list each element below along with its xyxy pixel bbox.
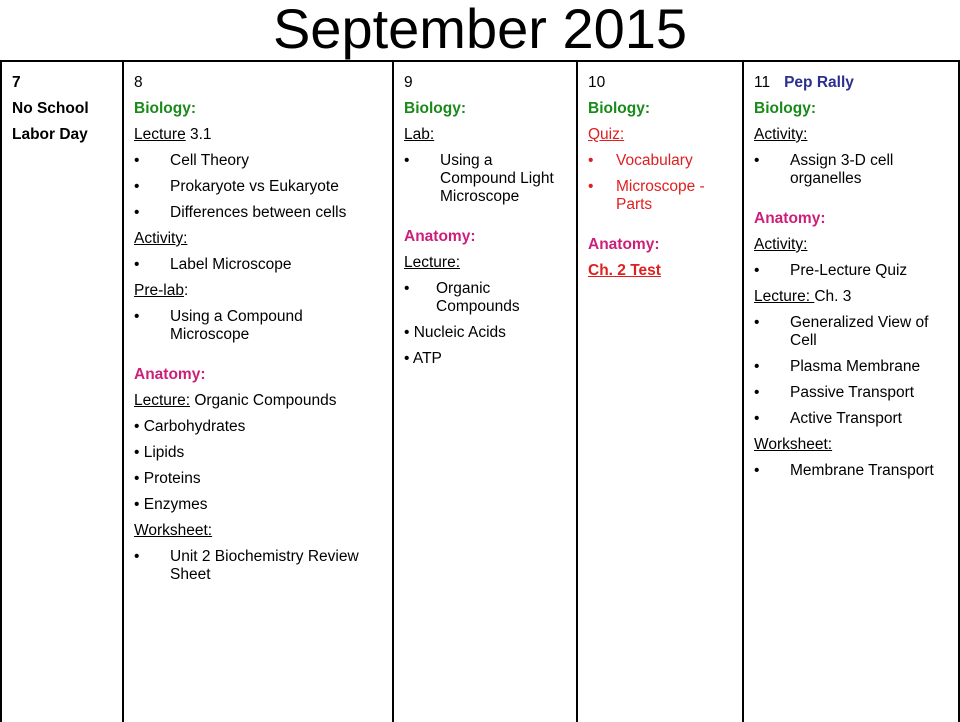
list-item: • Pre-Lecture Quiz (754, 262, 952, 280)
day-number: 11 (754, 74, 771, 91)
lecture-list (404, 280, 570, 316)
prelab-line (134, 282, 386, 300)
activity-list (754, 152, 952, 188)
activity-list (134, 256, 386, 274)
list-item: • Using a Compound Light Microscope (404, 152, 570, 206)
anatomy-heading: Anatomy: (588, 236, 660, 253)
day-number: 9 (404, 74, 413, 91)
list-item: • Enzymes (134, 496, 208, 513)
anatomy-heading: Anatomy: (134, 366, 206, 383)
no-school-label: No School (12, 100, 89, 117)
prelab-list (134, 308, 386, 344)
worksheet-label: Worksheet: (754, 436, 833, 453)
labor-day-label: Labor Day (12, 126, 88, 143)
event-label: Pep Rally (784, 74, 854, 91)
page-title: September 2015 (272, 0, 688, 60)
chapter-test-label: Ch. 2 Test (588, 262, 661, 279)
day-cell-10 (576, 62, 742, 722)
lecture-line (134, 126, 386, 144)
list-item: • Nucleic Acids (404, 324, 506, 341)
prelab-label: Pre-lab (134, 282, 184, 299)
calendar-week (0, 60, 960, 722)
day-cell-8 (122, 62, 392, 722)
quiz-list (588, 152, 736, 214)
list-item: • Prokaryote vs Eukaryote (134, 178, 386, 196)
day-number: 7 (12, 74, 21, 91)
lecture-label: Lecture: (754, 288, 815, 305)
day-cell-11 (742, 62, 960, 722)
worksheet-list (134, 548, 386, 584)
anatomy-lecture-line (134, 392, 386, 410)
worksheet-label: Worksheet: (134, 522, 213, 539)
list-item: • Membrane Transport (754, 462, 952, 480)
anatomy-lecture-label: Lecture: (134, 392, 191, 409)
lecture-topic: Ch. 3 (814, 288, 852, 305)
list-item: • Plasma Membrane (754, 358, 952, 376)
list-item: • Cell Theory (134, 152, 386, 170)
biology-heading: Biology: (134, 100, 196, 117)
lecture-label: Lecture: (404, 254, 461, 271)
activity-label: Activity: (754, 126, 808, 143)
day-cell-9 (392, 62, 576, 722)
list-item: • Proteins (134, 470, 201, 487)
list-item: • Using a Compound Microscope (134, 308, 386, 344)
list-item: • Passive Transport (754, 384, 952, 402)
list-item: • Unit 2 Biochemistry Review Sheet (134, 548, 386, 584)
list-item: • Active Transport (754, 410, 952, 428)
anatomy-activity-label: Activity: (754, 236, 808, 253)
lab-label: Lab: (404, 126, 435, 143)
day-number: 8 (134, 74, 143, 91)
lecture-line (754, 288, 952, 306)
lecture-number: 3.1 (185, 126, 212, 143)
biology-heading: Biology: (588, 100, 650, 117)
lecture-label: Lecture (134, 126, 186, 143)
biology-heading: Biology: (754, 100, 816, 117)
day-number: 10 (588, 74, 606, 91)
lecture-list (754, 314, 952, 428)
lab-list (404, 152, 570, 206)
list-item: • Microscope - Parts (588, 178, 736, 214)
biology-heading: Biology: (404, 100, 466, 117)
day-header (754, 74, 952, 92)
activity-label: Activity: (134, 230, 188, 247)
quiz-label: Quiz: (588, 126, 625, 143)
list-item: • Label Microscope (134, 256, 386, 274)
anatomy-lecture-topic: Organic Compounds (190, 392, 337, 409)
list-item: • Organic Compounds (404, 280, 570, 316)
list-item: • Generalized View of Cell (754, 314, 952, 350)
list-item: • ATP (404, 350, 442, 367)
list-item: • Assign 3-D cell organelles (754, 152, 952, 188)
lecture-list (134, 152, 386, 222)
day-cell-7 (0, 62, 122, 722)
list-item: • Differences between cells (134, 204, 386, 222)
anatomy-heading: Anatomy: (754, 210, 826, 227)
list-item: • Vocabulary (588, 152, 736, 170)
list-item: • Lipids (134, 444, 185, 461)
anatomy-activity-list (754, 262, 952, 280)
anatomy-heading: Anatomy: (404, 228, 476, 245)
prelab-colon: : (183, 282, 189, 299)
worksheet-list (754, 462, 952, 480)
list-item: • Carbohydrates (134, 418, 246, 435)
